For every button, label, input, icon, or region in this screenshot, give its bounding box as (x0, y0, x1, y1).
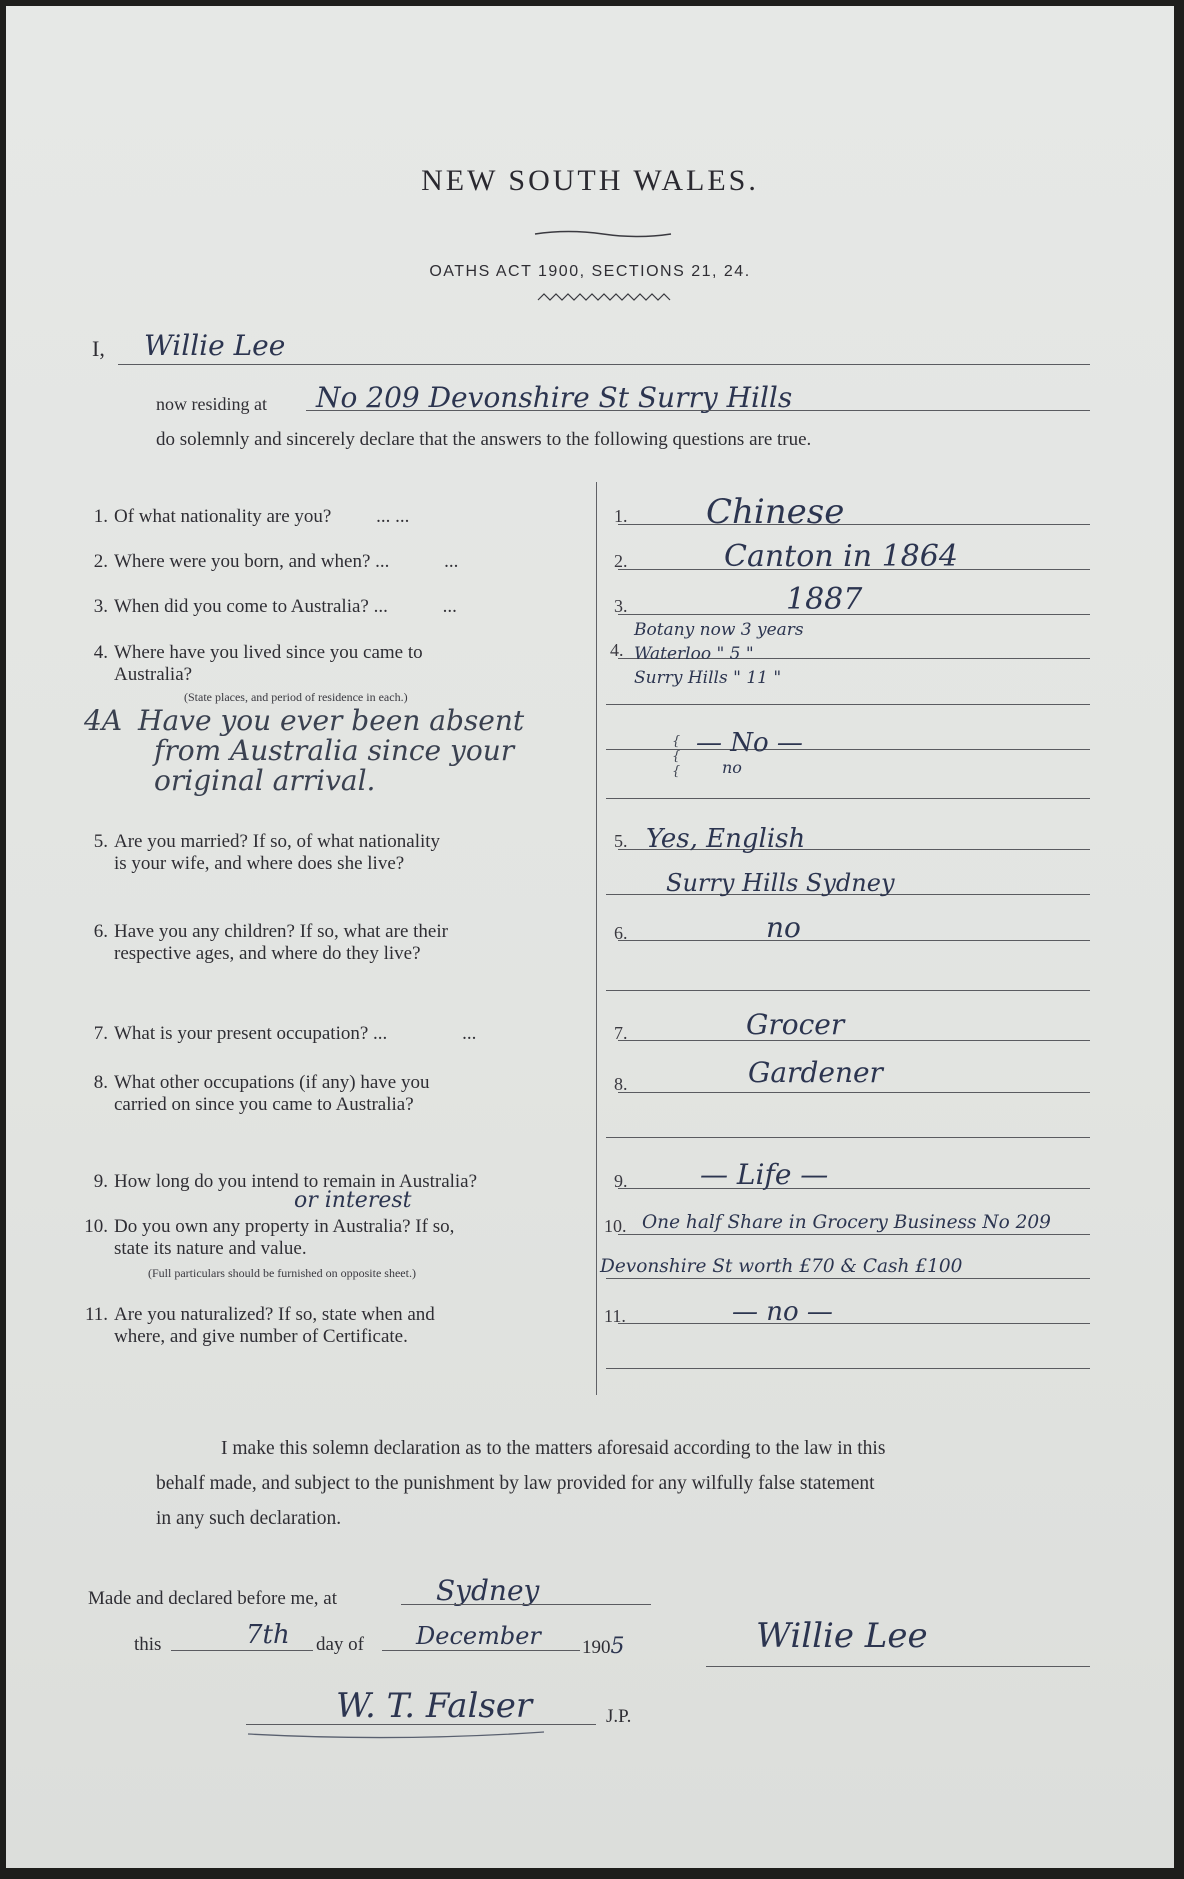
declarant-name: Willie Lee (144, 329, 286, 362)
answer-line-4b (606, 704, 1090, 705)
answer-4a-note: no (722, 758, 742, 777)
title-flourish (533, 226, 673, 242)
question-4a-handwritten: 4A Have you ever been absent from Australia since your original arrival. (84, 704, 525, 797)
question-2: 2. Where were you born, and when? ... ... (93, 551, 459, 572)
day-of-label: day of (316, 1634, 365, 1655)
place-line (401, 1604, 651, 1605)
jp-signature-line (246, 1724, 596, 1725)
answer-number-8: 8. (614, 1074, 628, 1094)
declarant-signature-line (706, 1666, 1090, 1667)
answer-10-line2: Devonshire St worth £70 & Cash £100 (600, 1256, 963, 1277)
question-1: 1. Of what nationality are you? ... ... (93, 506, 410, 527)
question-9: 9. How long do you intend to remain in Australia? (93, 1171, 478, 1192)
answer-line-10b (606, 1278, 1090, 1279)
answer-line-1 (618, 524, 1090, 525)
answer-1: Chinese (706, 492, 845, 532)
question-3: 3. When did you come to Australia? ... ... (93, 596, 457, 617)
answer-line-11a (618, 1323, 1090, 1324)
answer-number-6: 6. (614, 923, 628, 943)
column-divider (596, 482, 597, 1395)
answer-number-9: 9. (614, 1171, 628, 1191)
declaration-line-3: in any such declaration. (156, 1508, 342, 1529)
question-10-note: (Full particulars should be furnished on opposite sheet.) (148, 1266, 416, 1280)
answer-2: Canton in 1864 (724, 539, 958, 574)
answer-line-8b (606, 1137, 1090, 1138)
jp-signature: W. T. Falser (336, 1686, 533, 1726)
declaration-line-2: behalf made, and subject to the punishment by law provided for any wilfully false statement (156, 1473, 875, 1494)
address-line (306, 410, 1090, 411)
day-value: 7th (246, 1620, 290, 1650)
declaration-line-1: I make this solemn declaration as to the matters aforesaid according to the law in this (221, 1438, 886, 1459)
form-subtitle: OATHS ACT 1900, SECTIONS 21, 24. (429, 263, 751, 280)
answer-5-line2: Surry Hills Sydney (666, 869, 895, 897)
answer-5-line1: Yes, English (646, 824, 806, 854)
answer-4a-brace: { { { (672, 734, 681, 779)
answer-line-10a (618, 1234, 1090, 1235)
declarant-signature: Willie Lee (756, 1616, 928, 1656)
answer-number-5: 5. (614, 831, 628, 851)
answer-11: — no — (732, 1297, 833, 1327)
answer-4: Botany now 3 years Waterloo " 5 " Surry Hills " 11 " (634, 620, 804, 688)
form-title: NEW SOUTH WALES. (421, 164, 759, 197)
answer-line-9 (618, 1188, 1090, 1189)
answer-10-line1: One half Share in Grocery Business No 209 (642, 1212, 1051, 1233)
question-10: 10. Do you own any property in Australia? If so, state its nature and value. (84, 1216, 455, 1259)
made-declared-place: Sydney (436, 1574, 540, 1607)
answer-number-4: 4. (610, 640, 624, 660)
day-line (171, 1650, 313, 1651)
question-11: 11. Are you naturalized? If so, state when and where, and give number of Certificate. (84, 1304, 435, 1347)
answer-number-2: 2. (614, 551, 628, 571)
answer-number-11: 11. (604, 1306, 626, 1326)
answer-9: — Life — (700, 1158, 829, 1191)
question-5: 5. Are you married? If so, of what nationality is your wife, and where does she live? (93, 831, 441, 874)
answer-line-8a (618, 1092, 1090, 1093)
answer-line-7 (618, 1040, 1090, 1041)
declaration-form-sheet (6, 6, 1174, 1868)
answer-7: Grocer (746, 1008, 845, 1041)
answer-line-6a (618, 940, 1090, 941)
question-8: 8. What other occupations (if any) have you carried on since you came to Australia? (93, 1072, 430, 1115)
month-value: December (416, 1622, 541, 1650)
question-7: 7. What is your present occupation? ... ... (93, 1023, 477, 1044)
name-line (118, 364, 1090, 365)
answer-line-6b (606, 990, 1090, 991)
year-label: 1905 (582, 1634, 625, 1659)
question-10-insert: or interest (294, 1188, 412, 1213)
answer-3: 1887 (786, 582, 863, 617)
answer-4a: — No — (696, 728, 803, 758)
answer-number-7: 7. (614, 1023, 628, 1043)
month-line (382, 1650, 580, 1651)
residing-address: No 209 Devonshire St Surry Hills (316, 381, 793, 414)
question-4-note: (State places, and period of residence in each.) (184, 690, 408, 704)
question-4: 4. Where have you lived since you came to Australia? (93, 642, 423, 685)
residing-label: now residing at (156, 394, 267, 414)
subtitle-flourish (536, 290, 671, 304)
answer-line-11b (606, 1368, 1090, 1369)
answer-6: no (766, 911, 801, 944)
answer-number-3: 3. (614, 596, 628, 616)
answer-number-1: 1. (614, 506, 628, 526)
jp-signature-flourish (246, 1728, 546, 1742)
this-label: this (134, 1634, 162, 1655)
answer-8: Gardener (748, 1056, 883, 1089)
made-declared-label: Made and declared before me, at (88, 1588, 337, 1609)
question-6: 6. Have you any children? If so, what are their respective ages, and where do they live? (93, 921, 448, 964)
jp-label: J.P. (606, 1706, 632, 1727)
answer-number-10: 10. (604, 1216, 627, 1236)
declare-text: do solemnly and sincerely declare that the answers to the following questions are true. (156, 429, 812, 450)
answer-line-4d (606, 798, 1090, 799)
declarant-prefix: I, (92, 336, 105, 361)
